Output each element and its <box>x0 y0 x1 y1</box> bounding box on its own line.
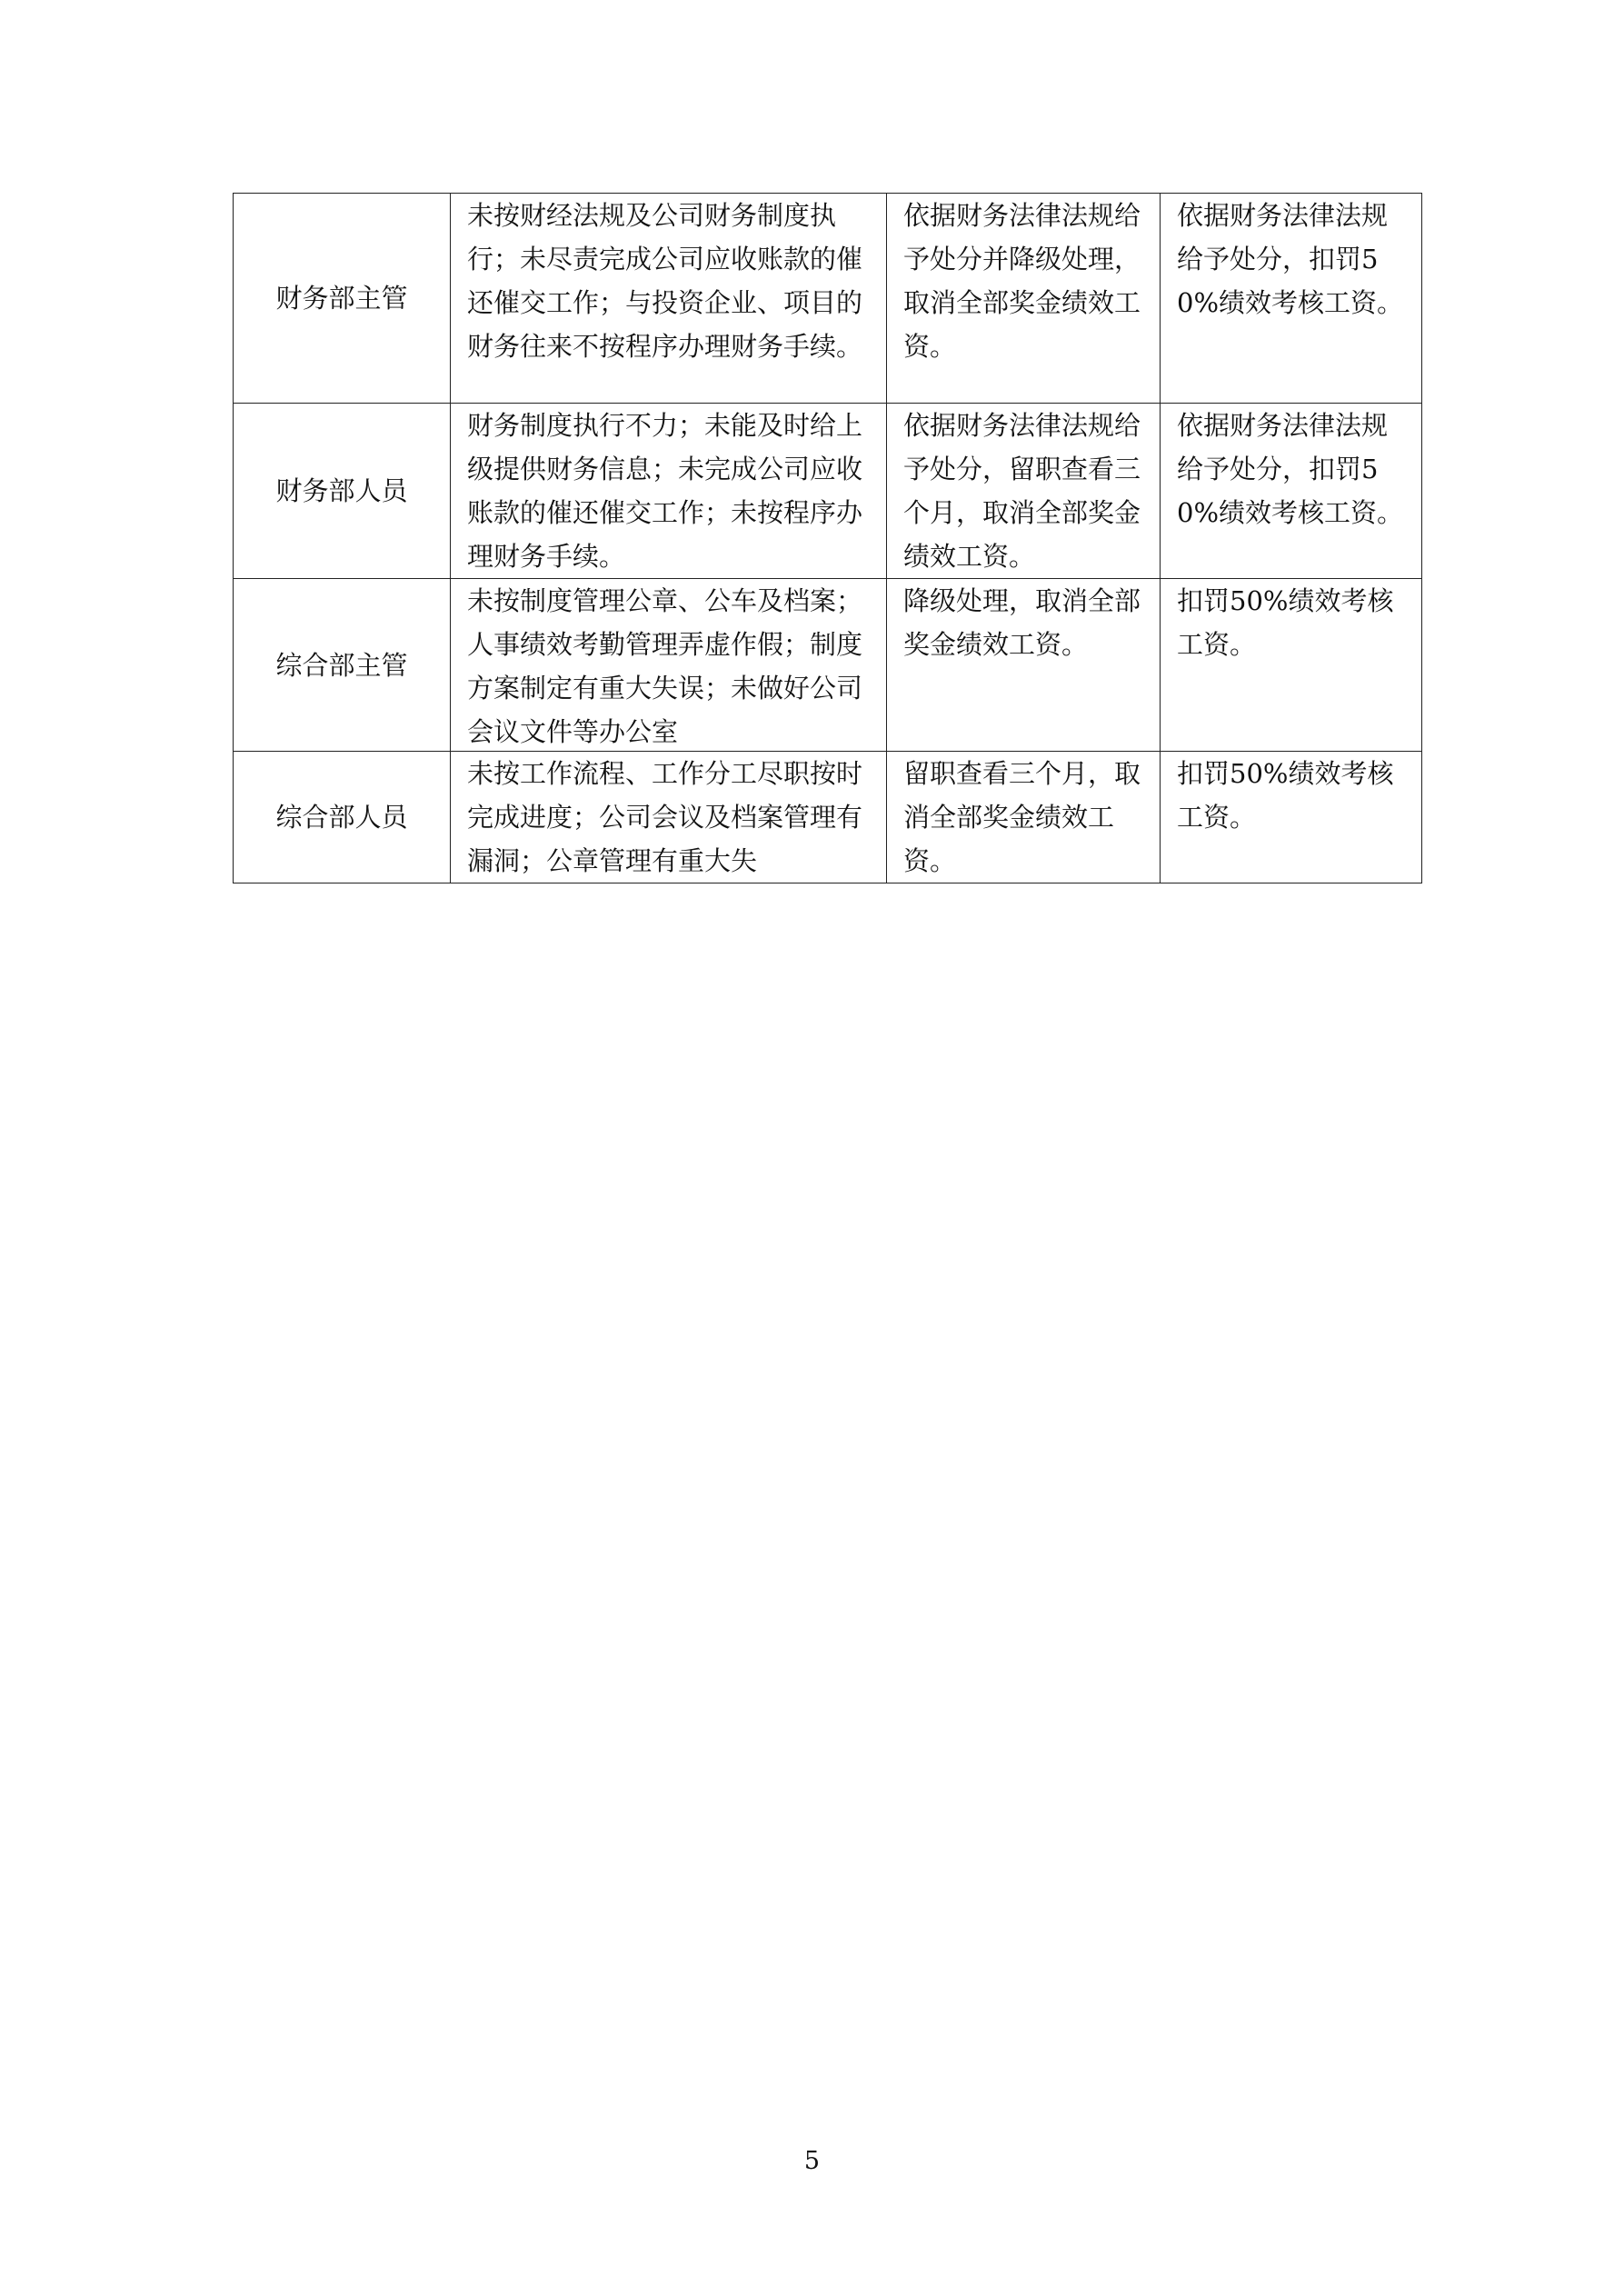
deduction-text: 依据财务法律法规给予处分，扣罚50%绩效考核工资。 <box>1177 410 1404 528</box>
table-row <box>234 194 1422 404</box>
table-row <box>234 752 1422 883</box>
penalty-cell <box>887 752 1161 883</box>
deduction-cell <box>1161 404 1422 579</box>
role-cell <box>234 194 451 404</box>
deduction-cell <box>1161 579 1422 752</box>
penalty-text: 依据财务法律法规给予处分并降级处理，取消全部奖金绩效工资。 <box>903 200 1141 362</box>
violation-text: 未按财经法规及公司财务制度执行；未尽责完成公司应收账款的催还催交工作；与投资企业、项目的财务往来不按程序办理财务手续。 <box>467 200 863 362</box>
penalty-cell <box>887 579 1161 752</box>
deduction-cell <box>1161 194 1422 404</box>
violation-text: 未按制度管理公章、公车及档案；人事绩效考勤管理弄虚作假；制度方案制定有重大失误；未做好公司会议文件等办公室 <box>467 585 863 747</box>
page-number: 5 <box>803 2147 821 2175</box>
table-row <box>234 579 1422 752</box>
violation-cell <box>451 404 887 579</box>
penalty-text: 依据财务法律法规给予处分，留职查看三个月，取消全部奖金绩效工资。 <box>903 410 1141 572</box>
role-cell <box>234 752 451 883</box>
role-text: 综合部人员 <box>275 802 408 833</box>
violation-text: 财务制度执行不力；未能及时给上级提供财务信息；未完成公司应收账款的催还催交工作；未按程序办理财务手续。 <box>467 410 863 572</box>
violation-text: 未按工作流程、工作分工尽职按时完成进度；公司会议及档案管理有漏洞；公章管理有重大失 <box>467 758 863 876</box>
deduction-cell <box>1161 752 1422 883</box>
role-text: 财务部人员 <box>275 475 408 506</box>
table-row <box>234 404 1422 579</box>
penalty-text: 留职查看三个月，取消全部奖金绩效工资。 <box>903 758 1141 876</box>
violation-cell <box>451 194 887 404</box>
penalty-cell <box>887 404 1161 579</box>
role-text: 财务部主管 <box>275 283 408 314</box>
violation-cell <box>451 579 887 752</box>
penalty-text: 降级处理，取消全部奖金绩效工资。 <box>903 585 1141 660</box>
role-text: 综合部主管 <box>275 649 408 681</box>
deduction-text: 扣罚50%绩效考核工资。 <box>1177 585 1394 660</box>
role-cell <box>234 404 451 579</box>
penalty-table <box>233 193 1422 883</box>
role-cell <box>234 579 451 752</box>
violation-cell <box>451 752 887 883</box>
deduction-text: 依据财务法律法规给予处分，扣罚50%绩效考核工资。 <box>1177 200 1404 318</box>
deduction-text: 扣罚50%绩效考核工资。 <box>1177 758 1394 833</box>
penalty-cell <box>887 194 1161 404</box>
